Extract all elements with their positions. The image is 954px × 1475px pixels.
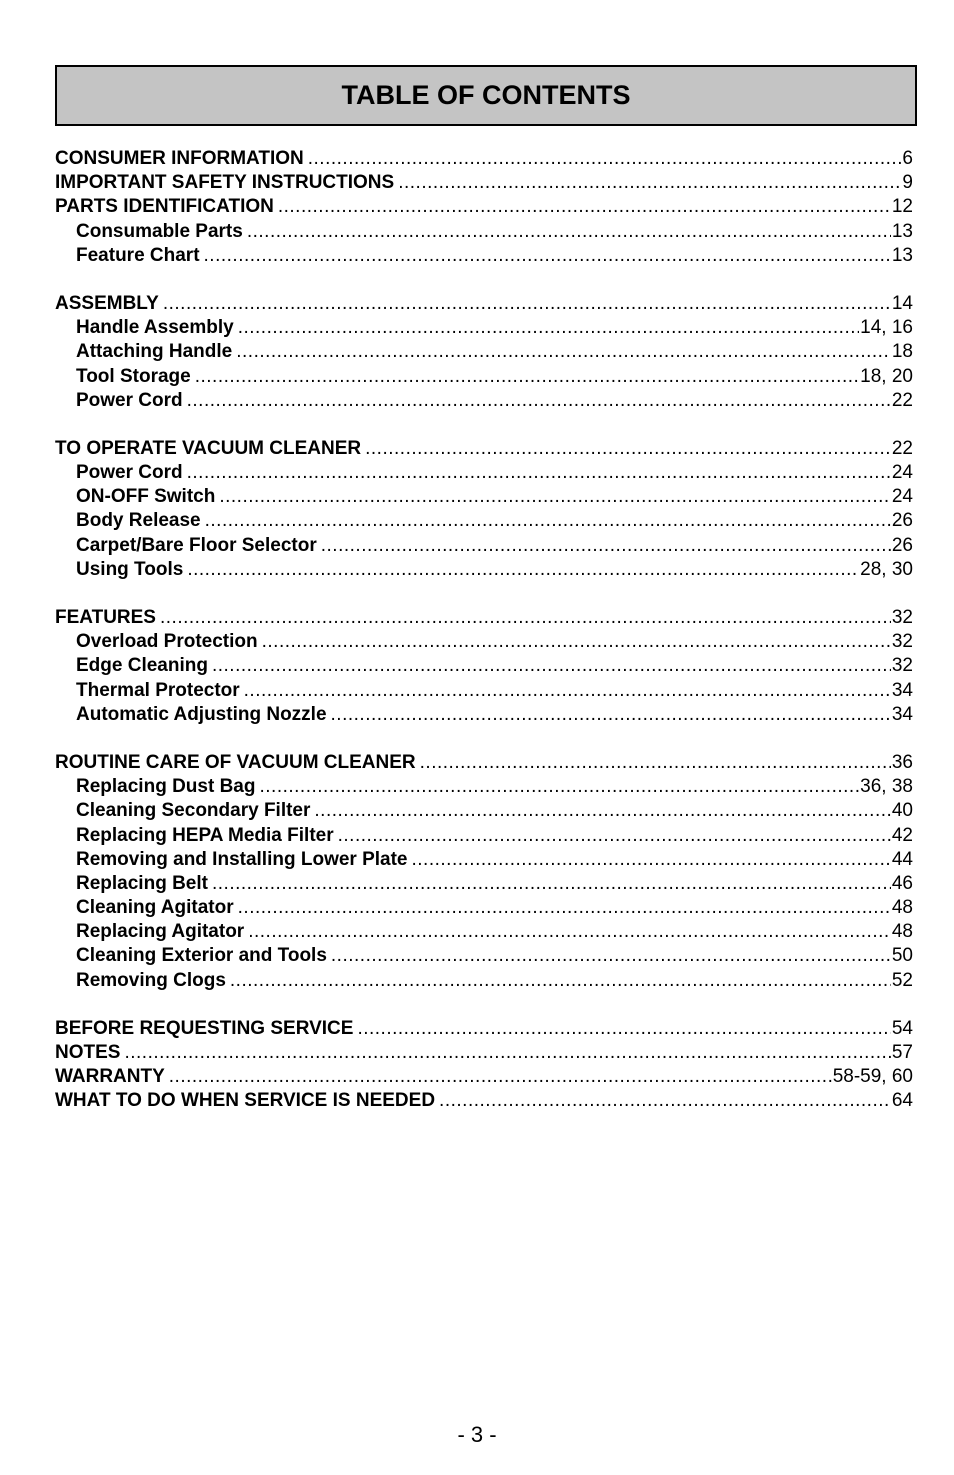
toc-entry	[55, 293, 913, 317]
toc-entry	[55, 607, 913, 631]
toc-entry-label: Automatic Adjusting Nozzle	[76, 703, 327, 725]
toc-subentry	[55, 776, 913, 800]
toc-entry-page: 14	[891, 292, 913, 314]
toc-entry-page: 12	[891, 196, 913, 218]
dot-leader	[308, 148, 902, 170]
toc-entry-label: Cleaning Agitator	[76, 897, 234, 919]
toc-entry	[55, 1018, 913, 1042]
toc-entry-label: Removing Clogs	[76, 969, 226, 991]
dot-leader	[187, 559, 859, 581]
toc-subentry	[55, 535, 913, 559]
dot-leader	[195, 366, 859, 388]
dot-leader	[331, 945, 891, 967]
toc-entry	[55, 1042, 913, 1066]
toc-subentry	[55, 825, 913, 849]
dot-leader	[212, 655, 891, 677]
toc-entry-page: 58-59, 60	[832, 1066, 913, 1088]
dot-leader	[248, 921, 891, 943]
dot-leader	[244, 680, 891, 702]
dot-leader	[187, 390, 891, 412]
toc-entry	[55, 752, 913, 776]
toc-entry-label: Replacing Belt	[76, 872, 208, 894]
toc-entry-label: WARRANTY	[55, 1066, 165, 1088]
toc-entry-label: CONSUMER INFORMATION	[55, 148, 304, 169]
toc-subentry	[55, 462, 913, 486]
toc-subentry	[55, 631, 913, 655]
toc-entry-page: 28, 30	[860, 558, 913, 580]
toc-subentry	[55, 655, 913, 679]
toc-entry-label: Cleaning Secondary Filter	[76, 800, 311, 822]
dot-leader	[169, 1066, 832, 1088]
toc-subentry	[55, 341, 913, 365]
toc-entry-label: TO OPERATE VACUUM CLEANER	[55, 437, 362, 459]
dot-leader	[398, 172, 901, 194]
toc-entry	[55, 438, 913, 462]
toc-subentry	[55, 849, 913, 873]
toc-entry-page: 54	[891, 1017, 913, 1039]
toc-entry-label: Feature Chart	[76, 244, 200, 266]
toc-section	[55, 148, 913, 269]
toc-entry-page: 22	[891, 437, 913, 459]
toc-entry-label: Consumable Parts	[76, 220, 243, 242]
toc-subentry	[55, 800, 913, 824]
toc-entry-label: IMPORTANT SAFETY INSTRUCTIONS	[55, 172, 395, 194]
toc-entry-label: Handle Assembly	[76, 317, 234, 339]
dot-leader	[160, 607, 891, 629]
toc-entry-page: 13	[891, 244, 913, 266]
toc-entry-page: 36, 38	[860, 776, 913, 798]
toc-subentry	[55, 680, 913, 704]
toc-entry-page: 9	[902, 172, 913, 194]
toc-entry	[55, 148, 913, 172]
dot-leader	[238, 897, 891, 919]
dot-leader	[412, 849, 891, 871]
toc-subentry	[55, 704, 913, 728]
dot-leader	[163, 293, 891, 315]
toc-entry-label: Replacing HEPA Media Filter	[76, 824, 334, 846]
toc-entry	[55, 172, 913, 196]
toc-entry-page: 32	[891, 631, 913, 653]
toc-entry-page: 32	[891, 655, 913, 677]
dot-leader	[420, 752, 891, 774]
toc-subentry	[55, 245, 913, 269]
toc-entry-label: NOTES	[55, 1042, 121, 1063]
toc-subentry	[55, 559, 913, 583]
dot-leader	[259, 776, 859, 798]
toc-entry-label: PARTS IDENTIFICATION	[55, 196, 274, 218]
toc-entry-page: 22	[891, 389, 913, 411]
dot-leader	[357, 1018, 890, 1040]
toc-subentry	[55, 873, 913, 897]
dot-leader	[314, 800, 890, 822]
toc-entry-label: ROUTINE CARE OF VACUUM CLEANER	[55, 751, 416, 773]
toc-entry-page: 44	[891, 848, 913, 870]
toc-entry	[55, 1090, 913, 1114]
toc-subentry	[55, 921, 913, 945]
toc-entry-page: 14, 16	[860, 317, 913, 339]
toc-entry-page: 40	[891, 800, 913, 822]
toc-entry-page: 24	[891, 462, 913, 484]
toc-entry-label: Using Tools	[76, 558, 184, 580]
toc-entry-label: ON-OFF Switch	[76, 486, 216, 508]
toc-entry-page: 48	[891, 921, 913, 943]
dot-leader	[236, 341, 891, 363]
toc-subentry	[55, 897, 913, 921]
toc-subentry	[55, 970, 913, 994]
dot-leader	[212, 873, 891, 895]
toc-entry-page: 24	[891, 486, 913, 508]
toc-entry-label: Power Cord	[76, 462, 183, 484]
toc-section	[55, 607, 913, 728]
dot-leader	[365, 438, 891, 460]
toc-entry	[55, 196, 913, 220]
toc-subentry	[55, 221, 913, 245]
dot-leader	[124, 1042, 890, 1064]
toc-entry-page: 36	[891, 751, 913, 773]
toc-entry-label: Replacing Agitator	[76, 921, 245, 943]
dot-leader	[262, 631, 891, 653]
toc-entry-label: ASSEMBLY	[55, 292, 159, 314]
dot-leader	[204, 245, 891, 267]
dot-leader	[321, 535, 891, 557]
toc-section	[55, 1018, 913, 1115]
dot-leader	[439, 1090, 891, 1112]
toc-entry-page: 26	[891, 534, 913, 556]
title-box	[55, 65, 917, 126]
dot-leader	[187, 462, 891, 484]
toc-entry-page: 13	[891, 220, 913, 242]
toc-entry-label: BEFORE REQUESTING SERVICE	[55, 1017, 354, 1039]
toc-entry-label: Cleaning Exterior and Tools	[76, 945, 327, 967]
dot-leader	[219, 486, 891, 508]
toc-subentry	[55, 486, 913, 510]
dot-leader	[230, 970, 891, 992]
toc-entry-label: Thermal Protector	[76, 679, 240, 701]
page-title: TABLE OF CONTENTS	[341, 80, 631, 110]
toc-entry-page: 50	[891, 945, 913, 967]
toc-entry	[55, 1066, 913, 1090]
dot-leader	[205, 510, 891, 532]
toc-subentry	[55, 945, 913, 969]
toc-entry-page: 48	[891, 897, 913, 919]
dot-leader	[331, 704, 891, 726]
toc-entry-page: 34	[891, 703, 913, 725]
toc-entry-page: 57	[891, 1042, 913, 1063]
dot-leader	[338, 825, 891, 847]
toc-section	[55, 438, 913, 583]
toc-entry-page: 42	[891, 824, 913, 846]
toc-entry-label: Power Cord	[76, 389, 183, 411]
toc-section	[55, 293, 913, 414]
toc-subentry	[55, 390, 913, 414]
toc-subentry	[55, 366, 913, 390]
toc-entry-label: Edge Cleaning	[76, 655, 208, 677]
dot-leader	[278, 196, 891, 218]
toc-subentry	[55, 510, 913, 534]
toc-entry-page: 52	[891, 969, 913, 991]
toc-entry-label: Overload Protection	[76, 631, 258, 653]
toc-entry-label: FEATURES	[55, 607, 156, 628]
table-of-contents	[55, 148, 913, 1139]
toc-entry-label: WHAT TO DO WHEN SERVICE IS NEEDED	[55, 1090, 436, 1112]
dot-leader	[247, 221, 891, 243]
toc-subentry	[55, 317, 913, 341]
toc-entry-page: 32	[891, 607, 913, 628]
toc-entry-page: 18	[891, 341, 913, 363]
toc-entry-label: Tool Storage	[76, 365, 191, 387]
toc-section	[55, 752, 913, 994]
toc-entry-page: 34	[891, 679, 913, 701]
dot-leader	[238, 317, 859, 339]
toc-entry-page: 64	[891, 1090, 913, 1112]
toc-entry-label: Removing and Installing Lower Plate	[76, 848, 408, 870]
toc-entry-label: Replacing Dust Bag	[76, 776, 256, 798]
page-number: - 3 -	[457, 1422, 497, 1447]
toc-entry-page: 6	[902, 148, 913, 169]
toc-entry-page: 26	[891, 510, 913, 532]
toc-entry-label: Body Release	[76, 510, 201, 532]
toc-entry-label: Carpet/Bare Floor Selector	[76, 534, 317, 556]
toc-entry-label: Attaching Handle	[76, 341, 233, 363]
toc-entry-page: 18, 20	[860, 365, 913, 387]
toc-entry-page: 46	[891, 872, 913, 894]
